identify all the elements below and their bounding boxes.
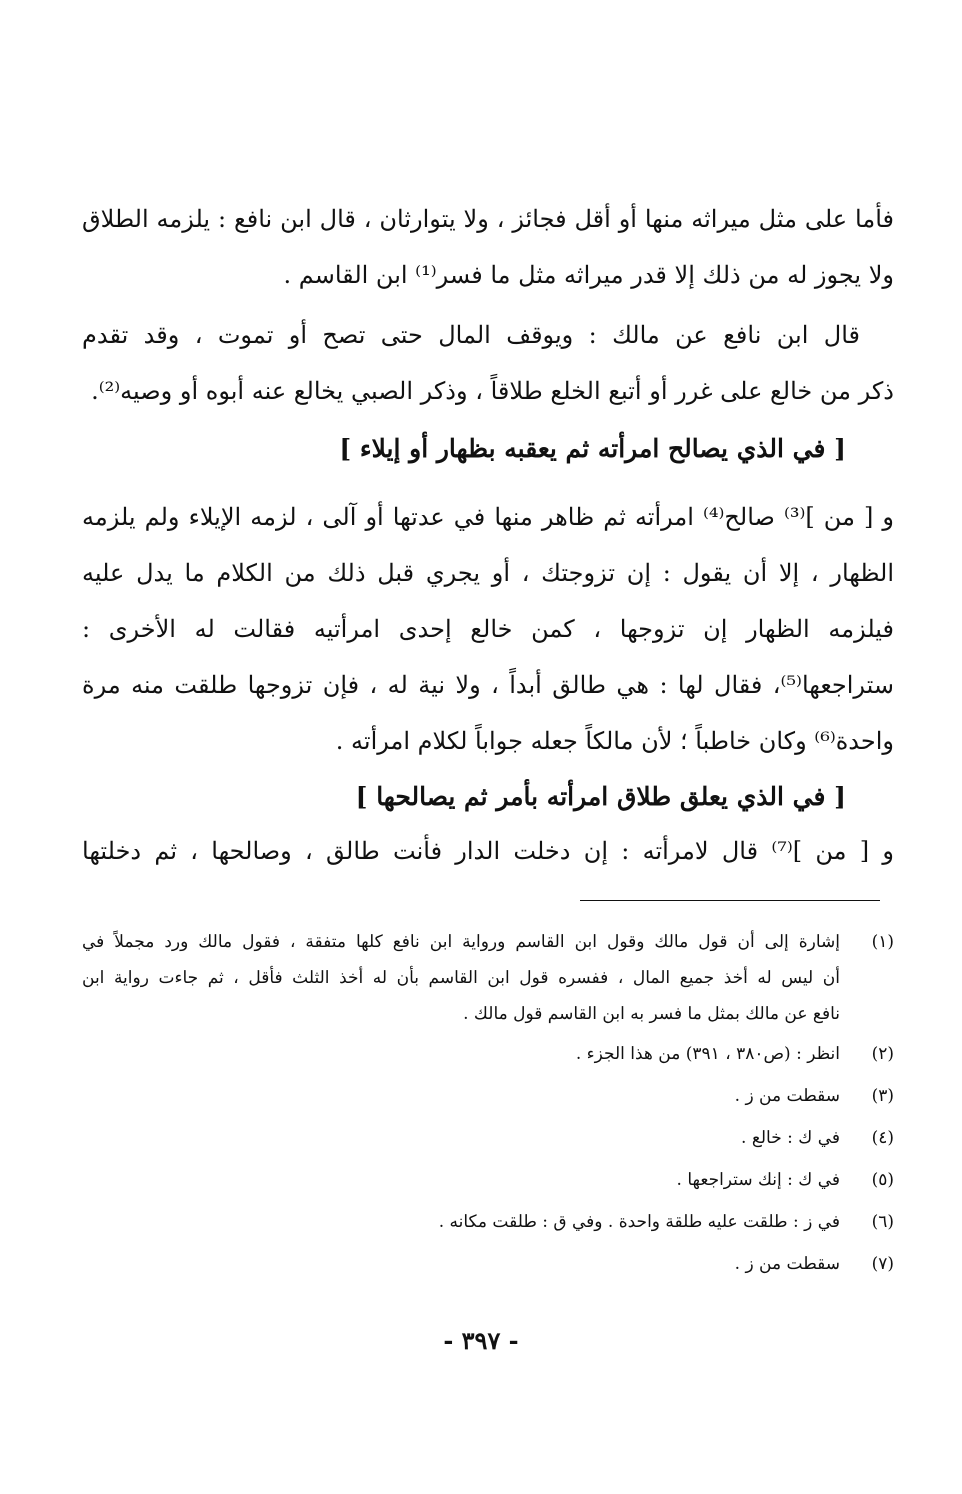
footnote-text: نافع عن مالك بمثل ما فسر به ابن القاسم قول مالك . xyxy=(463,1004,840,1024)
text-line: ولا يجوز له من ذلك إلا قدر ميراثه مثل ما فسر⁽¹⁾ ابن القاسم . xyxy=(283,261,894,289)
footnote-text: أن ليس له أخذ جميع المال ، ففسره قول ابن القاسم بأن له أخذ الثلث فأقل ، ثم جاءت رواية ابن xyxy=(82,968,840,988)
footnote-number: (٧) xyxy=(871,1254,894,1274)
footnote-6 xyxy=(82,1204,894,1240)
footnote-text: سقطت من ز . xyxy=(734,1254,840,1274)
text-line: فيلزمه الظهار إن تزوجها ، كمن خالع إحدى امرأتيه فقالت له الأخرى : xyxy=(82,615,894,643)
footnote-3 xyxy=(82,1078,894,1114)
footnote-7 xyxy=(82,1246,894,1282)
footnote-2 xyxy=(82,1036,894,1072)
footnote-1 xyxy=(82,924,894,960)
footnote-number: (٥) xyxy=(871,1170,894,1190)
footnote-5 xyxy=(82,1162,894,1198)
footnote-text: إشارة إلى أن قول مالك وقول ابن القاسم ورواية ابن نافع كلها متفقة ، فقول مالك ورد مجملاً في xyxy=(82,932,840,952)
footnote-text: في ز : طلقت عليه طلقة واحدة . وفي ق : طلقت مكانه . xyxy=(438,1212,840,1232)
footnote-number: (٤) xyxy=(871,1128,894,1148)
footnote-number: (١) xyxy=(871,932,894,952)
footnote-number: (٢) xyxy=(871,1044,894,1064)
text-line: واحدة⁽⁶⁾ وكان خاطباً ؛ لأن مالكاً جعله جواباً لكلام امرأته . xyxy=(335,727,894,755)
footnote-divider xyxy=(580,900,880,901)
section-heading: [ في الذي يصالح امرأته ثم يعقبه بظهار أو إيلاء ] xyxy=(339,434,846,463)
page-number: - ٣٩٧ - xyxy=(443,1326,519,1355)
text-line: ذكر من خالع على غرر أو أتبع الخلع طلاقاً ، وذكر الصبي يخالع عنه أبوه أو وصيه⁽²⁾. xyxy=(91,377,894,405)
section-heading: [ في الذي يعلق طلاق امرأته بأمر ثم يصالحها ] xyxy=(355,782,846,811)
text-line: فأما على مثل ميراثه منها أو أقل فجائز ، ولا يتوارثان ، قال ابن نافع : يلزمه الطلاق xyxy=(82,205,894,233)
footnote-number: (٦) xyxy=(871,1212,894,1232)
footnote-text: سقطت من ز . xyxy=(734,1086,840,1106)
footnote-4 xyxy=(82,1120,894,1156)
footnote-text: انظر : (ص٣٨٠ ، ٣٩١) من هذا الجزء . xyxy=(575,1044,840,1064)
text-line: و [ من ]⁽⁷⁾ قال لامرأته : إن دخلت الدار فأنت طالق ، وصالحها ، ثم دخلتها xyxy=(82,837,894,865)
footnote-text: في ك : إنك ستراجعها . xyxy=(676,1170,840,1190)
text-line: و [ من ]⁽³⁾ صالح⁽⁴⁾ امرأته ثم ظاهر منها في عدتها أو آلى ، لزمه الإيلاء ولم يلزمه xyxy=(82,503,894,531)
text-line: ستراجعها⁽⁵⁾، فقال لها : هي طالق أبداً ، ولا نية له ، فإن تزوجها طلقت منه مرة xyxy=(82,671,894,699)
footnote-text: في ك : خالع . xyxy=(741,1128,840,1148)
text-line: الظهار ، إلا أن يقول : إن تزوجتك ، أو يجري قبل ذلك من الكلام ما يدل عليه xyxy=(82,559,895,587)
footnote-number: (٣) xyxy=(871,1086,894,1106)
text-line: قال ابن نافع عن مالك : ويوقف المال حتى تصح أو تموت ، وقد تقدم xyxy=(82,321,860,349)
